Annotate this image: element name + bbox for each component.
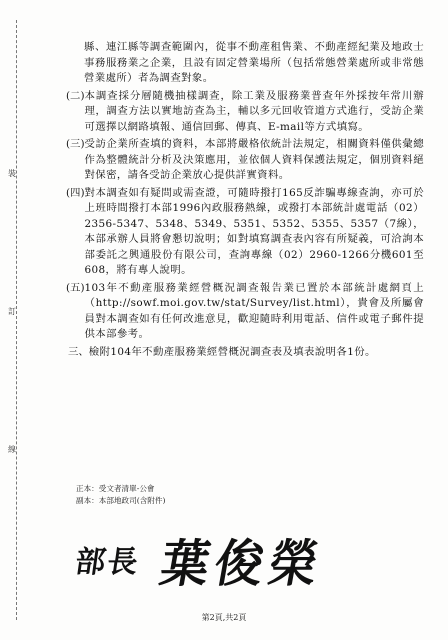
copy-recipient: 副本：本部地政司(含附件): [76, 496, 166, 505]
item-number: (三): [66, 138, 85, 150]
section-number: 三、: [68, 345, 89, 358]
item-text: 本調查採分層隨機抽樣調查，除工業及服務業普查年外採按年常川辦理，調查方法以實地訪查為主，輔以多元回收管道方式進行，受訪企業可選擇以網路填報、通信回郵、傳真、E-mail等方式填寫。: [84, 89, 424, 133]
document-body: [66, 40, 424, 360]
binding-mark-top: 裝: [8, 169, 16, 178]
item-number: (五): [66, 281, 85, 294]
recipients-block: [76, 483, 165, 507]
signature-name: 葉俊榮: [155, 534, 329, 594]
section-text: 檢附104年不動產服務業經營概況調查表及填表說明各1份。: [88, 345, 376, 358]
primary-recipient: 正本：受文者清單-公會: [76, 484, 155, 493]
list-item: [66, 281, 424, 343]
binding-line: [16, 20, 17, 620]
signature-title: 部長: [73, 545, 142, 580]
minister-signature: [73, 524, 386, 594]
item-number: (二): [66, 89, 85, 102]
item-text: 受訪企業所查填的資料，本部將嚴格依統計法規定，相關資料僅供彙總作為整體統計分析及決策應用，並依個人資料保護法規定，個別資料絕對保密，請各受訪企業放心提供詳實資料。: [84, 138, 424, 181]
page-number: 第2頁,共2頁: [201, 613, 247, 622]
item-text: 103年不動產服務業經營概況調查報告業已置於本部統計處網頁上（http://sowf.moi.gov.tw/stat/Survey/list.html），貴會及所屬會員對本調查如有任何改進意見，歡迎隨時利用電話、信件或電子郵件提供本部參考。: [84, 281, 424, 340]
continuation-paragraph: 縣、連江縣等調查範圍內，從事不動產租售業、不動產經紀業及地政士事務服務業之企業，且設有固定營業場所（包括常態營業處所或非常態營業處所）者為調查對象。: [84, 41, 424, 84]
section-three: [66, 345, 424, 361]
binding-mark-middle: 訂: [8, 307, 16, 316]
list-item: [66, 89, 424, 136]
binding-mark-bottom: 線: [8, 445, 16, 454]
list-item: [66, 186, 424, 279]
list-item: [66, 137, 424, 184]
item-number: (四): [66, 186, 85, 199]
item-text: 對本調查如有疑問或需查證，可隨時撥打165反詐騙專線查詢，亦可於上班時間撥打本部1996內政服務熱線，或撥打本部統計處電話（02）2356-5347、5348、5349、5351、5352、5355、5357（7線），本部承辦人員將會懇切說明；如對填寫調查表內容有所疑義，可洽詢本部委託之興通股份有限公司，查詢專線（02）2960-1266分機601至608，將有專人說明。: [84, 186, 424, 276]
